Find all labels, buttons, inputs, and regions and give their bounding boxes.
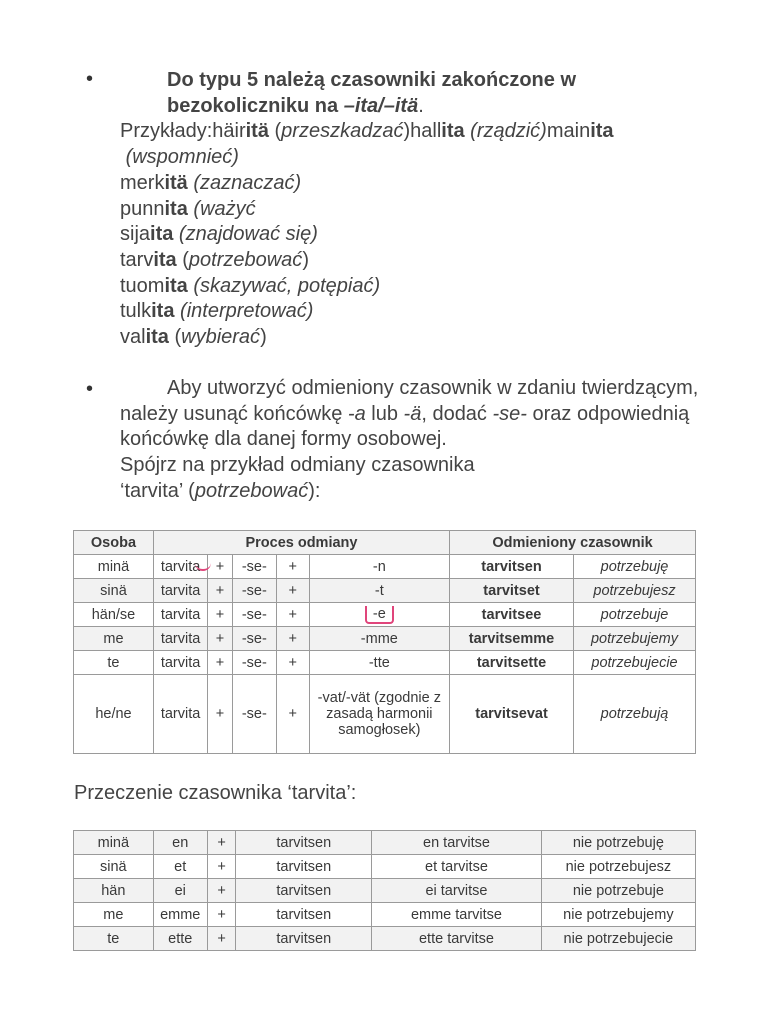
translation-cell: potrzebuje <box>574 603 696 627</box>
example-ending: ita <box>150 223 174 246</box>
example-translation: przeszkadzać <box>281 120 404 143</box>
se-cell: -se- <box>232 603 276 627</box>
verb-cell: tarvitsen <box>236 903 372 927</box>
translation-cell: potrzebujecie <box>574 651 696 675</box>
example-stem: sija <box>120 223 151 246</box>
rule-text <box>120 376 720 453</box>
example-ending: ita <box>590 120 614 143</box>
verb-cell: tarvitsen <box>236 855 372 879</box>
translation-cell: potrzebujemy <box>574 627 696 651</box>
example-stem: merk <box>120 171 165 194</box>
form-cell: tarvitset <box>450 579 574 603</box>
person-cell: minä <box>74 831 154 855</box>
translation-cell: nie potrzebujecie <box>541 927 695 951</box>
example-line <box>120 197 680 223</box>
example-line <box>120 145 680 171</box>
table-header-row <box>74 531 696 555</box>
table-row <box>74 555 696 579</box>
example-ending: ita <box>164 197 188 220</box>
person-cell: te <box>74 927 154 951</box>
negation-table <box>73 830 696 951</box>
table-row <box>74 603 696 627</box>
form-cell: tarvitsemme <box>450 627 574 651</box>
plus-cell: + <box>276 675 309 754</box>
example-translation: (znajdować się) <box>178 223 318 246</box>
example-stem: punn <box>120 197 165 220</box>
negation-word-cell: ette <box>153 927 207 951</box>
example-translation: (interpretować) <box>180 300 314 323</box>
example-line <box>120 222 680 248</box>
result-cell: ei tarvitse <box>372 879 542 903</box>
rule-text-b: lub <box>365 402 404 425</box>
plus-cell: + <box>207 831 236 855</box>
example-ending: ita <box>151 300 175 323</box>
header-person: Osoba <box>74 531 154 555</box>
person-cell: minä <box>74 555 154 579</box>
example-translation: (ważyć <box>193 197 256 220</box>
table-row <box>74 903 696 927</box>
result-cell: emme tarvitse <box>372 903 542 927</box>
plus-cell: + <box>208 627 233 651</box>
ending-cell: -n <box>309 555 449 579</box>
example-ending: ita <box>145 326 169 349</box>
verb-cell <box>153 555 207 579</box>
pink-annotation-box: -e <box>365 606 394 624</box>
ending-cell: -mme <box>309 627 449 651</box>
example-translation: (skazywać, potępiać) <box>193 274 381 297</box>
heading-end: . <box>418 94 424 117</box>
table-row <box>74 879 696 903</box>
verb-cell: tarvita <box>153 603 207 627</box>
plus-cell: + <box>207 855 236 879</box>
verb-cell: tarvitsen <box>236 831 372 855</box>
rule-text-d: oraz odpowiednią końcówkę dla danej formy osobowej. <box>120 402 690 451</box>
example-line <box>120 299 680 325</box>
negation-word-cell: en <box>153 831 207 855</box>
verb-cell: tarvita <box>153 651 207 675</box>
example-translation: potrzebować <box>188 248 303 271</box>
plus-cell: + <box>208 651 233 675</box>
table-row <box>74 855 696 879</box>
example-ending: itä <box>245 120 269 143</box>
header-process: Proces odmiany <box>153 531 449 555</box>
example-stem: main <box>546 120 591 143</box>
example-translation: (zaznaczać) <box>193 171 302 194</box>
example-line <box>120 171 680 197</box>
person-cell: te <box>74 651 154 675</box>
example-stem: tarv <box>120 248 154 271</box>
example-translation: wybierać <box>181 326 261 349</box>
form-cell: tarvitsette <box>450 651 574 675</box>
example-ending: itä <box>164 171 188 194</box>
example-ending: ita <box>164 274 188 297</box>
example-line: tarvita (potrzebować) <box>120 248 309 271</box>
ending-cell: -vat/-vät (zgodnie z zasadą harmonii samogłosek) <box>309 675 449 754</box>
ending-ae: -ä <box>403 402 422 425</box>
verb-end: ): <box>308 479 321 502</box>
negation-word-cell: ei <box>153 879 207 903</box>
translation-cell: nie potrzebujesz <box>541 855 695 879</box>
ending-cell: -tte <box>309 651 449 675</box>
translation-cell: nie potrzebuje <box>541 879 695 903</box>
translation-cell: potrzebują <box>574 675 696 754</box>
infix-se: -se- <box>492 402 527 425</box>
verb-text: tarvita <box>160 558 201 575</box>
person-cell: me <box>74 903 154 927</box>
verb-cell: tarvita <box>153 579 207 603</box>
ending-cell <box>309 603 449 627</box>
plus-cell: + <box>276 627 309 651</box>
example-ending: ita <box>153 248 177 271</box>
verb-cell: tarvita <box>153 627 207 651</box>
person-cell: me <box>74 627 154 651</box>
example-stem: hall <box>410 120 442 143</box>
plus-cell: + <box>207 879 236 903</box>
negation-word-cell: emme <box>153 903 207 927</box>
example-stem: val <box>120 326 146 349</box>
ending-a: -a <box>347 402 366 425</box>
person-cell: hän <box>74 879 154 903</box>
plus-cell: + <box>276 579 309 603</box>
person-cell: he/ne <box>74 675 154 754</box>
examples-label: Przykłady: <box>120 120 213 143</box>
verb-cell: tarvita <box>153 675 207 754</box>
examples-line-1: Przykłady:häiritä (przeszkadzać)hallita (rządzić)mainita <box>120 120 614 143</box>
bullet-marker: • <box>86 68 94 90</box>
example-ending: ita <box>441 120 465 143</box>
table-row <box>74 927 696 951</box>
translation-cell: nie potrzebuję <box>541 831 695 855</box>
example-stem: tulk <box>120 300 152 323</box>
plus-cell: + <box>208 603 233 627</box>
section-conjugation <box>120 376 720 505</box>
example-line: valita (wybierać) <box>120 326 267 349</box>
example-stem: tuom <box>120 274 165 297</box>
example-translation: (rządzić) <box>470 120 547 143</box>
section-type5 <box>120 68 680 351</box>
heading-suffix: –ita/–itä <box>343 94 419 117</box>
conjugation-table <box>73 530 696 754</box>
result-cell: ette tarvitse <box>372 927 542 951</box>
se-cell: -se- <box>232 579 276 603</box>
result-cell: en tarvitse <box>372 831 542 855</box>
table-row <box>74 831 696 855</box>
translation-cell: nie potrzebujemy <box>541 903 695 927</box>
person-cell: sinä <box>74 579 154 603</box>
bullet-marker: • <box>86 378 94 400</box>
person-cell: sinä <box>74 855 154 879</box>
negation-heading: Przeczenie czasownika ‘tarvita’: <box>74 782 357 804</box>
plus-cell: + <box>208 675 233 754</box>
plus-cell: + <box>208 555 233 579</box>
example-translation: (wspomnieć) <box>125 146 239 169</box>
plus-cell: + <box>207 927 236 951</box>
se-cell: -se- <box>232 675 276 754</box>
verb-translation: potrzebować <box>194 479 309 502</box>
heading-text: Do typu 5 należą czasowniki zakończone w bezokoliczniku na <box>167 69 576 117</box>
header-result: Odmieniony czasownik <box>450 531 696 555</box>
rule-text-a: Aby utworzyć odmieniony czasownik w zdaniu twierdzącym, należy usunąć końcówkę <box>120 377 699 425</box>
form-cell: tarvitsen <box>450 555 574 579</box>
rule-text-c: , dodać <box>421 402 493 425</box>
table-row <box>74 579 696 603</box>
table-row <box>74 675 696 754</box>
table-row <box>74 627 696 651</box>
plus-cell: + <box>276 603 309 627</box>
person-cell: hän/se <box>74 603 154 627</box>
negation-word-cell: et <box>153 855 207 879</box>
table-row <box>74 651 696 675</box>
plus-cell: + <box>207 903 236 927</box>
result-cell: et tarvitse <box>372 855 542 879</box>
translation-cell: potrzebuję <box>574 555 696 579</box>
verb-cell: tarvitsen <box>236 879 372 903</box>
section-heading <box>120 68 680 119</box>
ending-cell: -t <box>309 579 449 603</box>
example-line <box>120 274 680 300</box>
example-stem: häir <box>212 120 246 143</box>
form-cell: tarvitsee <box>450 603 574 627</box>
plus-cell: + <box>276 651 309 675</box>
verb-cell: tarvitsen <box>236 927 372 951</box>
translation-cell: potrzebujesz <box>574 579 696 603</box>
example-verb <box>120 479 720 505</box>
se-cell: -se- <box>232 651 276 675</box>
form-cell: tarvitsevat <box>450 675 574 754</box>
verb-quote: ‘tarvita’ ( <box>120 479 195 502</box>
example-intro: Spójrz na przykład odmiany czasownika <box>120 454 475 477</box>
plus-cell: + <box>208 579 233 603</box>
se-cell: -se- <box>232 627 276 651</box>
se-cell: -se- <box>232 555 276 579</box>
plus-cell: + <box>276 555 309 579</box>
